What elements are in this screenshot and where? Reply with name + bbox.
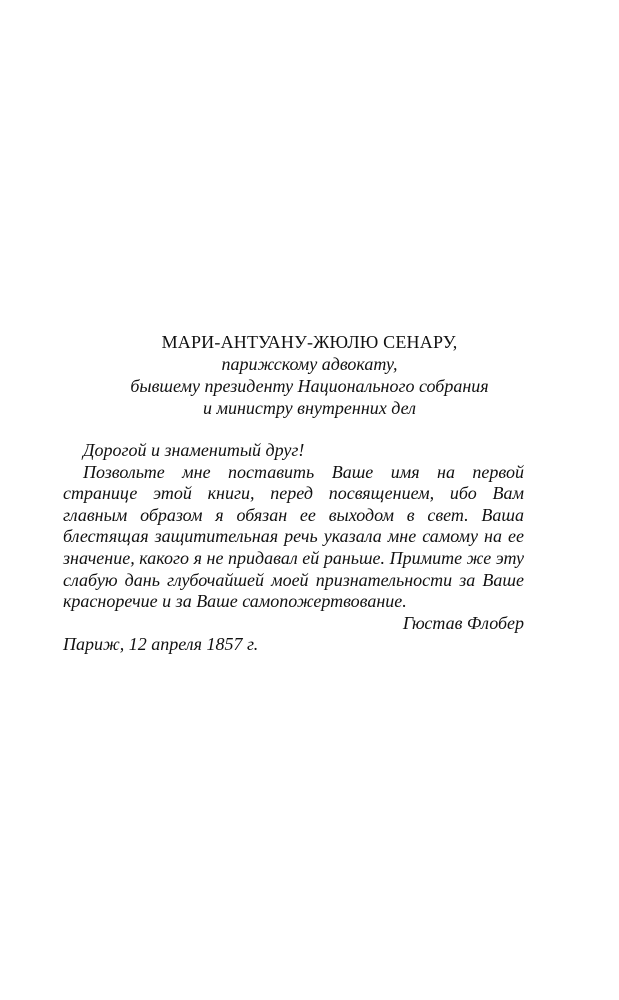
dedication-line-3: и министру внутренних дел bbox=[203, 398, 416, 418]
dedication-recipient: МАРИ-АНТУАНУ-ЖЮЛЮ СЕНАРУ, bbox=[161, 332, 458, 352]
dedication-line-2: бывшему президенту Национального собрания bbox=[130, 376, 489, 396]
letter-greeting: Дорогой и знаменитый друг! bbox=[83, 440, 305, 460]
letter-place-date: Париж, 12 апреля 1857 г. bbox=[63, 634, 259, 655]
dedication-letter bbox=[63, 440, 524, 656]
dedication-line-1: парижскому адвокату, bbox=[221, 354, 398, 374]
letter-body: Позвольте мне поставить Ваше имя на первой странице этой книги, перед посвящением, ибо Вам главным образом я обязан ее выходом в свет. Ваша блестящая защитительная речь указала мне самому на ее значение, какого я не придавал ей раньше. Примите же эту слабую дань глубочайшей моей признательности за Ваше красноречие и за Ваше самопожертвование. bbox=[63, 461, 524, 612]
letter-signature: Гюстав Флобер bbox=[402, 612, 524, 633]
dedication-block bbox=[60, 331, 559, 419]
